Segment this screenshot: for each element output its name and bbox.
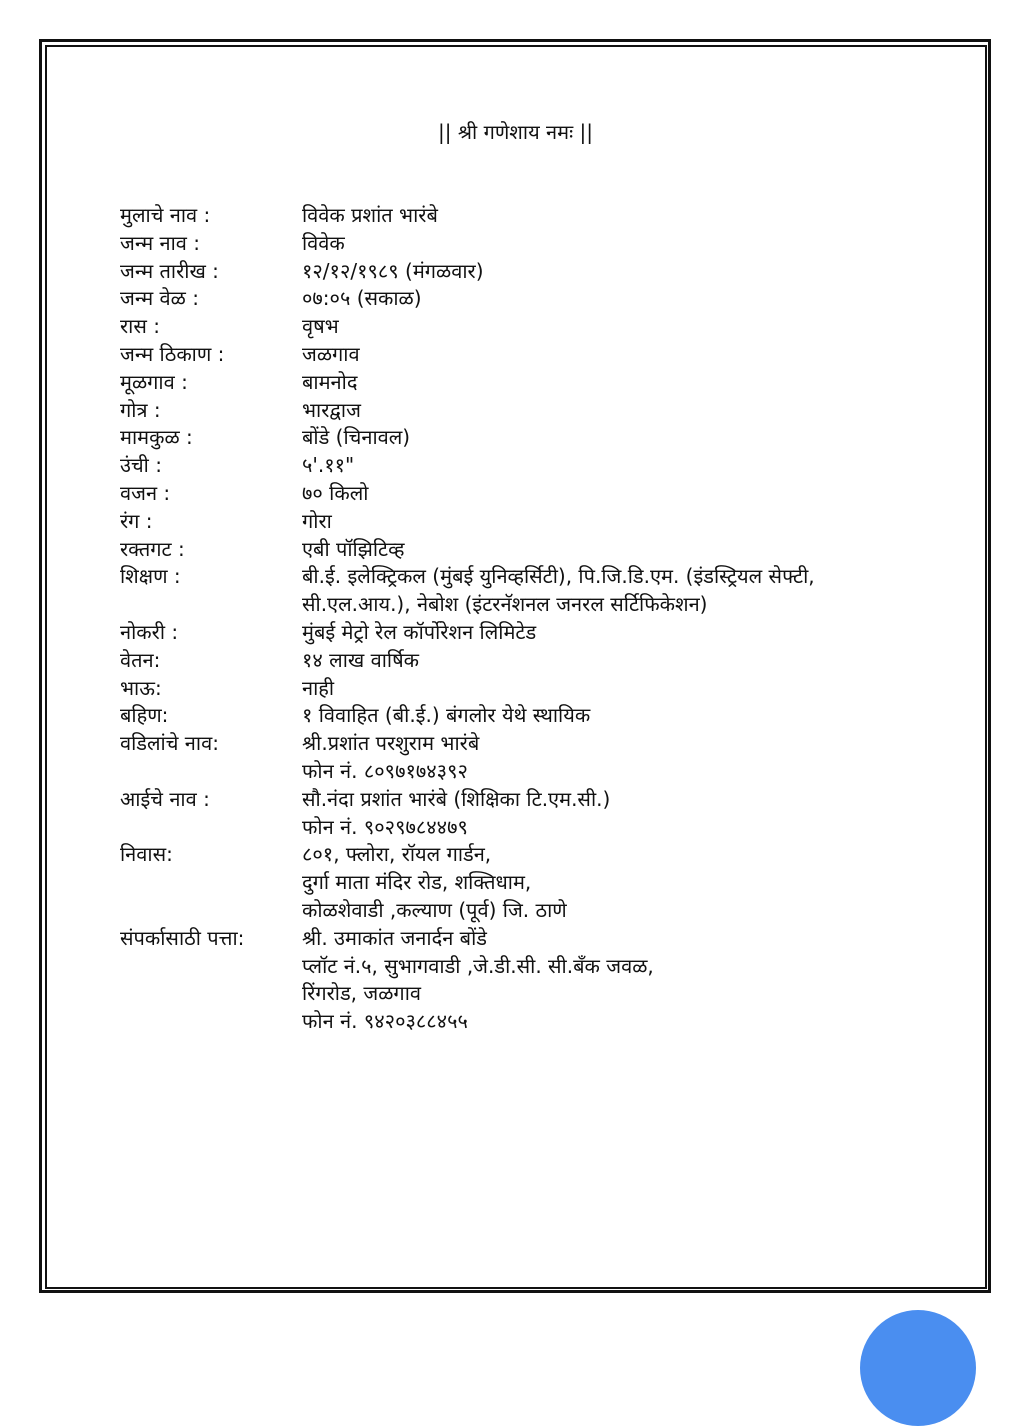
field-label: रास :: [120, 314, 160, 339]
field-value-line: सी.एल.आय.), नेबोश (इंटरनॅशनल जनरल सर्टिफिकेशन): [302, 592, 708, 617]
biodata-row: [120, 369, 920, 397]
field-value: [302, 369, 920, 397]
field-label: जन्म नाव :: [120, 230, 201, 255]
field-value-line: फोन नं. ९०२९७८४४७९: [302, 814, 468, 839]
biodata-row: [120, 397, 920, 425]
biodata-row: [120, 536, 920, 564]
field-value-line: विवेक प्रशांत भारंबे: [302, 203, 438, 227]
field-value-line: नाही: [302, 675, 335, 700]
biodata-row: [120, 563, 920, 619]
field-label: वजन :: [120, 480, 171, 505]
field-value: [302, 341, 920, 369]
invocation-heading: || श्री गणेशाय नमः ||: [438, 120, 593, 144]
biodata-row: [120, 841, 920, 924]
field-value: [302, 313, 920, 341]
field-value: [302, 397, 920, 425]
field-value-line: प्लॉट नं.५, सुभागवाडी ,जे.डी.सी. सी.बँक जवळ,: [302, 953, 654, 978]
field-label: जन्म वेळ :: [120, 286, 199, 311]
field-label: भाऊ:: [120, 675, 162, 700]
field-value-line: कोळशेवाडी ,कल्याण (पूर्व) जि. ठाणे: [302, 897, 567, 922]
field-value-line: एबी पॉझिटिव्ह: [302, 536, 405, 561]
field-label: गोत्र :: [120, 397, 161, 422]
field-value-line: दुर्गा माता मंदिर रोड, शक्तिधाम,: [302, 870, 532, 895]
field-value-line: वृषभ: [302, 314, 339, 339]
biodata-row: [120, 424, 920, 452]
field-value: [302, 258, 920, 286]
field-value-line: ०७:०५ (सकाळ): [302, 286, 422, 311]
field-value-line: १४ लाख वार्षिक: [302, 647, 420, 672]
field-label: वडिलांचे नाव:: [120, 731, 219, 756]
field-label: नोकरी :: [120, 619, 179, 644]
field-value-line: बामनोद: [302, 369, 358, 394]
field-value: [302, 786, 920, 842]
field-value-line: १२/१२/१९८९ (मंगळवार): [302, 258, 484, 283]
biodata-row: [120, 786, 920, 842]
field-value-line: जळगाव: [302, 341, 360, 366]
field-value: [302, 925, 920, 1036]
field-label: जन्म तारीख :: [120, 258, 219, 283]
field-value-line: भारद्वाज: [302, 397, 361, 422]
field-value-line: ८०१, फ्लोरा, रॉयल गार्डन,: [302, 842, 492, 867]
field-value-line: श्री. उमाकांत जनार्दन बोंडे: [302, 925, 487, 950]
field-value: [302, 619, 920, 647]
biodata-row: [120, 285, 920, 313]
field-label: वेतन:: [120, 647, 161, 672]
field-label: मूळगाव :: [120, 369, 188, 394]
field-value-line: फोन नं. ९४२०३८८४५५: [302, 1009, 468, 1034]
field-value-line: मुंबई मेट्रो रेल कॉर्पोरेशन लिमिटेड: [302, 619, 537, 644]
field-value-line: फोन नं. ८०९७१७४३९२: [302, 758, 468, 783]
field-value: [302, 841, 920, 924]
biodata-row: [120, 341, 920, 369]
field-value-line: १ विवाहित (बी.ई.) बंगलोर येथे स्थायिक: [302, 703, 591, 728]
biodata-row: [120, 675, 920, 703]
biodata-row: [120, 925, 920, 1036]
field-label: जन्म ठिकाण :: [120, 341, 225, 366]
field-value: [302, 702, 920, 730]
biodata-row: [120, 647, 920, 675]
field-value-line: विवेक: [302, 230, 345, 255]
biodata-row: [120, 730, 920, 786]
biodata-row: [120, 258, 920, 286]
field-value: [302, 508, 920, 536]
field-value: [302, 675, 920, 703]
field-label: उंची :: [120, 453, 162, 478]
field-value-line: ५'.११": [302, 453, 355, 478]
field-label: शिक्षण :: [120, 564, 181, 589]
field-value-line: ७० किलो: [302, 480, 369, 505]
biodata-row: [120, 480, 920, 508]
field-label: रंग :: [120, 508, 153, 533]
biodata-row: [120, 313, 920, 341]
biodata-details: [120, 202, 920, 1036]
biodata-row: [120, 452, 920, 480]
field-label: संपर्कासाठी पत्ता:: [120, 925, 245, 950]
field-value: [302, 230, 920, 258]
field-value: [302, 563, 920, 619]
field-value: [302, 730, 920, 786]
field-value: [302, 424, 920, 452]
field-value-line: सौ.नंदा प्रशांत भारंबे (शिक्षिका टि.एम.सी.): [302, 786, 611, 811]
floating-action-button[interactable]: [860, 1310, 976, 1426]
field-value: [302, 647, 920, 675]
biodata-row: [120, 702, 920, 730]
field-value: [302, 480, 920, 508]
field-value-line: बी.ई. इलेक्ट्रिकल (मुंबई युनिव्हर्सिटी), पि.जि.डि.एम. (इंडस्ट्रियल सेफ्टी,: [302, 564, 815, 589]
field-value: [302, 452, 920, 480]
biodata-row: [120, 508, 920, 536]
field-label: आईचे नाव :: [120, 786, 210, 811]
field-value-line: रिंगरोड, जळगाव: [302, 981, 421, 1006]
field-label: मामकुळ :: [120, 425, 193, 450]
field-label: रक्तगट :: [120, 536, 185, 561]
biodata-row: [120, 619, 920, 647]
field-label: मुलाचे नाव :: [120, 203, 211, 227]
field-value-line: गोरा: [302, 508, 332, 533]
field-value: [302, 202, 920, 230]
field-value: [302, 536, 920, 564]
biodata-row: [120, 202, 920, 230]
field-value: [302, 285, 920, 313]
field-label: निवास:: [120, 842, 173, 867]
biodata-row: [120, 230, 920, 258]
field-label: बहिण:: [120, 703, 169, 728]
field-value-line: श्री.प्रशांत परशुराम भारंबे: [302, 731, 480, 756]
field-value-line: बोंडे (चिनावल): [302, 425, 411, 450]
